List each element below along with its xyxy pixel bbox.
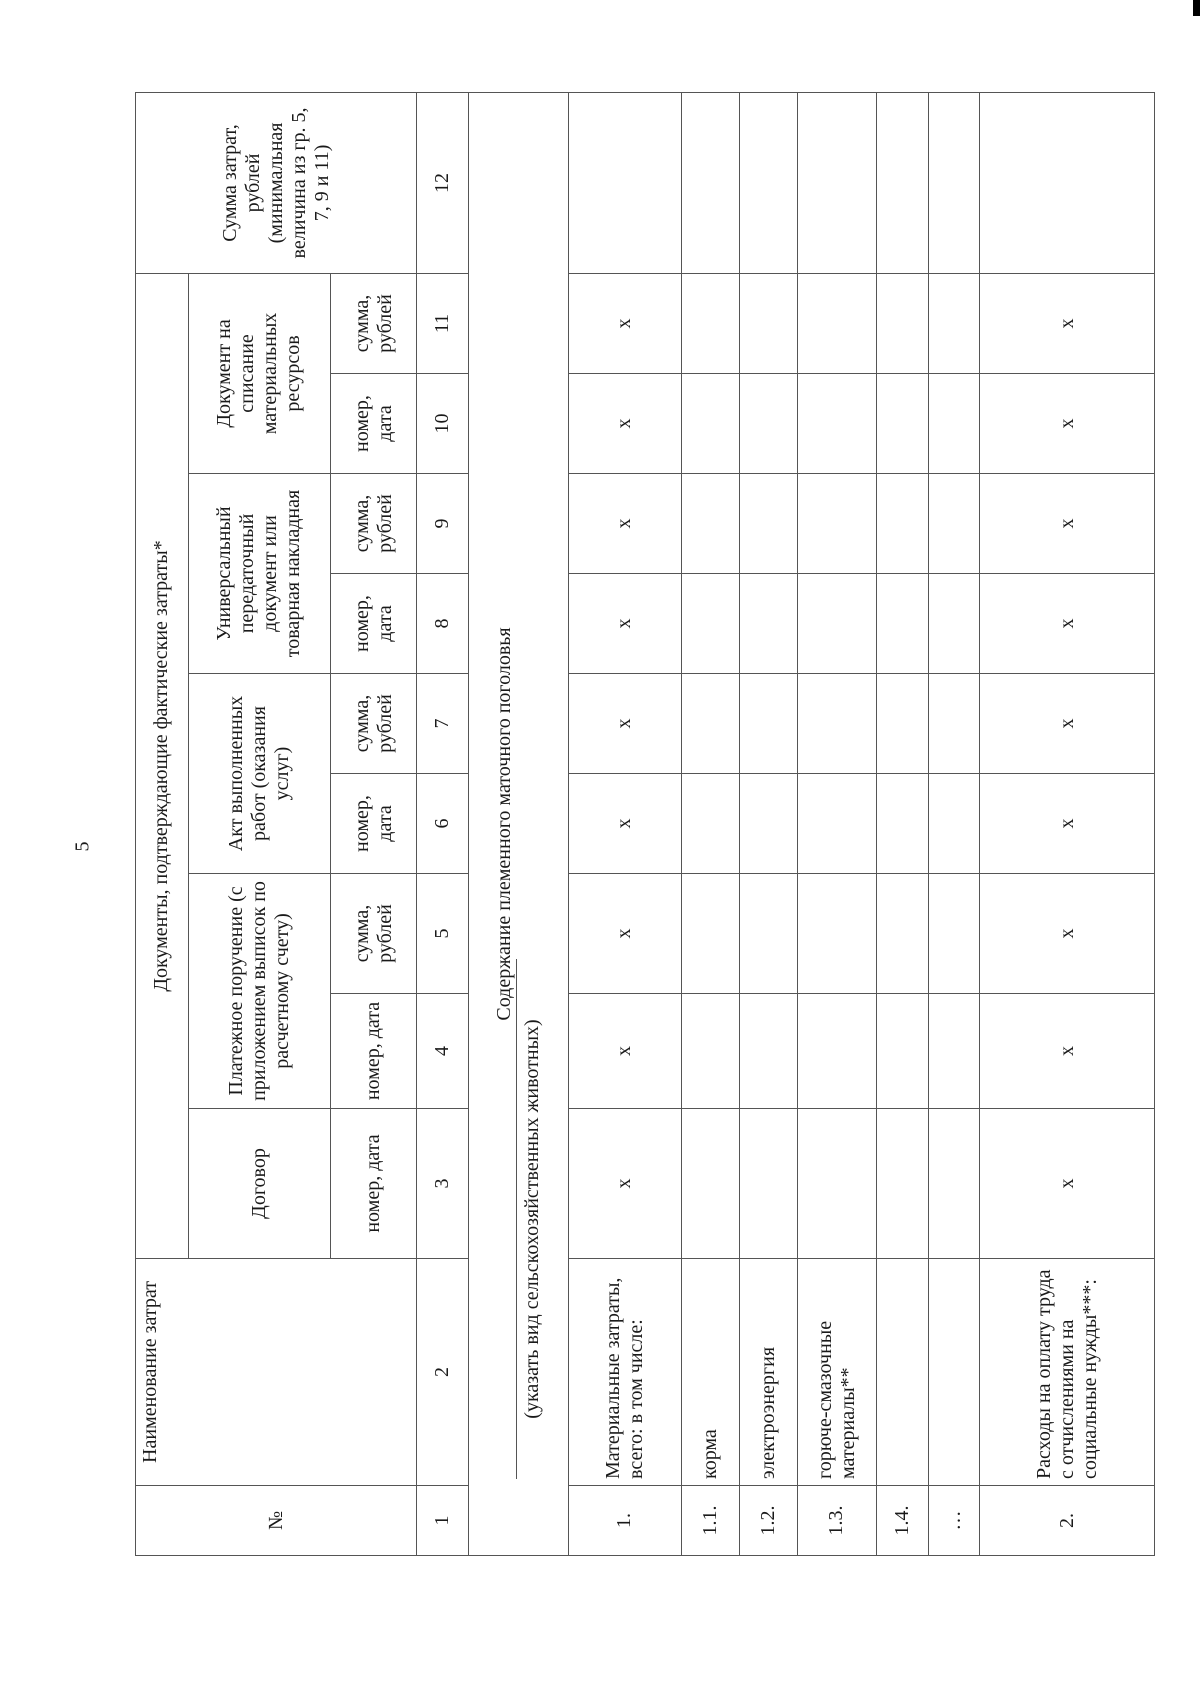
header-no: № <box>136 1486 417 1556</box>
cell <box>876 674 929 774</box>
cell <box>739 273 797 373</box>
cell: x <box>980 774 1155 874</box>
cell <box>797 874 876 994</box>
header-documents-group: Документы, подтверждающие фактические затраты* <box>136 273 189 1258</box>
cell <box>681 92 739 273</box>
cell: x <box>569 374 682 474</box>
section-cell <box>468 92 568 1555</box>
cell <box>929 674 980 774</box>
cell <box>739 574 797 674</box>
cell <box>681 1109 739 1259</box>
column-number: 9 <box>417 474 469 574</box>
cell <box>929 273 980 373</box>
cell <box>929 994 980 1109</box>
row-name: горюче-смазочные материалы** <box>797 1259 876 1486</box>
cell: x <box>569 674 682 774</box>
cell <box>876 374 929 474</box>
row-name <box>929 1259 980 1486</box>
column-number: 6 <box>417 774 469 874</box>
subheader-sum: сумма, рублей <box>330 874 416 994</box>
row-name: Расходы на оплату труда с отчислениями на социальные нужды***: <box>980 1259 1155 1486</box>
cost-table <box>135 92 1155 1556</box>
subheader-number-date: номер, дата <box>330 1109 416 1259</box>
cell <box>876 92 929 273</box>
cell <box>681 874 739 994</box>
cell: x <box>569 874 682 994</box>
cell: x <box>569 994 682 1109</box>
cell <box>929 574 980 674</box>
cell: x <box>980 374 1155 474</box>
subheader-sum: сумма, рублей <box>330 273 416 373</box>
cell <box>797 674 876 774</box>
cell <box>876 774 929 874</box>
cell <box>876 1109 929 1259</box>
subheader-number-date: номер, дата <box>330 374 416 474</box>
cell <box>681 574 739 674</box>
cell <box>797 374 876 474</box>
cell <box>739 92 797 273</box>
cell <box>681 474 739 574</box>
cell <box>797 92 876 273</box>
row-no: 1.1. <box>681 1486 739 1556</box>
section-hint: (указать вид сельскохозяйственных животных) <box>516 959 544 1479</box>
cell: x <box>569 1109 682 1259</box>
column-number: 12 <box>417 92 469 273</box>
cell: x <box>569 474 682 574</box>
cell <box>569 92 682 273</box>
row-no: 2. <box>980 1486 1155 1556</box>
subheader-number-date: номер, дата <box>330 994 416 1109</box>
row-name: электроэнергия <box>739 1259 797 1486</box>
cell <box>739 474 797 574</box>
cell <box>739 1109 797 1259</box>
column-number: 11 <box>417 273 469 373</box>
header-act: Акт выполненных работ (оказания услуг) <box>188 674 330 874</box>
cell: x <box>980 874 1155 994</box>
cell <box>681 774 739 874</box>
header-payment: Платежное поручение (с приложением выписок по расчетному счету) <box>188 874 330 1109</box>
header-total: Сумма затрат, рублей (минимальная величина из гр. 5, 7, 9 и 11) <box>136 92 417 273</box>
column-number: 2 <box>417 1259 469 1486</box>
subheader-number-date: номер, дата <box>330 774 416 874</box>
cell <box>739 674 797 774</box>
cell <box>739 774 797 874</box>
header-dogovor: Договор <box>188 1109 330 1259</box>
cell <box>929 92 980 273</box>
scan-edge-mark <box>1193 0 1200 16</box>
column-number: 8 <box>417 574 469 674</box>
table-row <box>681 92 739 1555</box>
cell: x <box>569 273 682 373</box>
row-name <box>876 1259 929 1486</box>
cell <box>739 874 797 994</box>
cell <box>681 674 739 774</box>
cell <box>797 474 876 574</box>
row-no: 1.2. <box>739 1486 797 1556</box>
header-writeoff: Документ на списание материальных ресурсов <box>188 273 330 473</box>
table-row <box>980 92 1155 1555</box>
cell <box>739 994 797 1109</box>
section-title: Содержание племенного маточного поголовья <box>493 627 516 1021</box>
cell <box>681 994 739 1109</box>
cell <box>929 874 980 994</box>
column-number: 10 <box>417 374 469 474</box>
subheader-sum: сумма, рублей <box>330 474 416 574</box>
cell <box>876 994 929 1109</box>
cell: x <box>980 474 1155 574</box>
subheader-sum: сумма, рублей <box>330 674 416 774</box>
cell <box>876 874 929 994</box>
header-name: Наименование затрат <box>136 1259 417 1486</box>
table-row <box>739 92 797 1555</box>
cell <box>929 774 980 874</box>
row-name: Материальные затраты, всего: в том числе: <box>569 1259 682 1486</box>
cell <box>681 374 739 474</box>
cell: x <box>980 994 1155 1109</box>
table-row <box>929 92 980 1555</box>
row-no: 1. <box>569 1486 682 1556</box>
cell <box>681 273 739 373</box>
subheader-number-date: номер, дата <box>330 574 416 674</box>
cell <box>929 1109 980 1259</box>
row-no: … <box>929 1486 980 1556</box>
cell <box>929 474 980 574</box>
cell: x <box>980 273 1155 373</box>
row-name: корма <box>681 1259 739 1486</box>
column-number: 5 <box>417 874 469 994</box>
table-row <box>876 92 929 1555</box>
cell <box>876 273 929 373</box>
section-row <box>468 92 568 1555</box>
cell: x <box>980 574 1155 674</box>
cell: x <box>980 1109 1155 1259</box>
column-number: 4 <box>417 994 469 1109</box>
cell: x <box>569 774 682 874</box>
cell <box>797 273 876 373</box>
column-number: 1 <box>417 1486 469 1556</box>
rotated-table-wrapper <box>135 93 1155 1556</box>
cell <box>980 92 1155 273</box>
cell <box>876 474 929 574</box>
row-no: 1.3. <box>797 1486 876 1556</box>
cell <box>797 774 876 874</box>
cell <box>797 1109 876 1259</box>
column-number: 7 <box>417 674 469 774</box>
cell <box>929 374 980 474</box>
cell <box>739 374 797 474</box>
header-upd: Универсальный передаточный документ или товарная накладная <box>188 474 330 674</box>
row-no: 1.4. <box>876 1486 929 1556</box>
cell: x <box>980 674 1155 774</box>
cell: x <box>569 574 682 674</box>
column-number: 3 <box>417 1109 469 1259</box>
column-number-row <box>417 92 469 1555</box>
table-row <box>797 92 876 1555</box>
table-row <box>569 92 682 1555</box>
cell <box>797 994 876 1109</box>
cell <box>797 574 876 674</box>
page-number: 5 <box>71 841 94 852</box>
cell <box>876 574 929 674</box>
